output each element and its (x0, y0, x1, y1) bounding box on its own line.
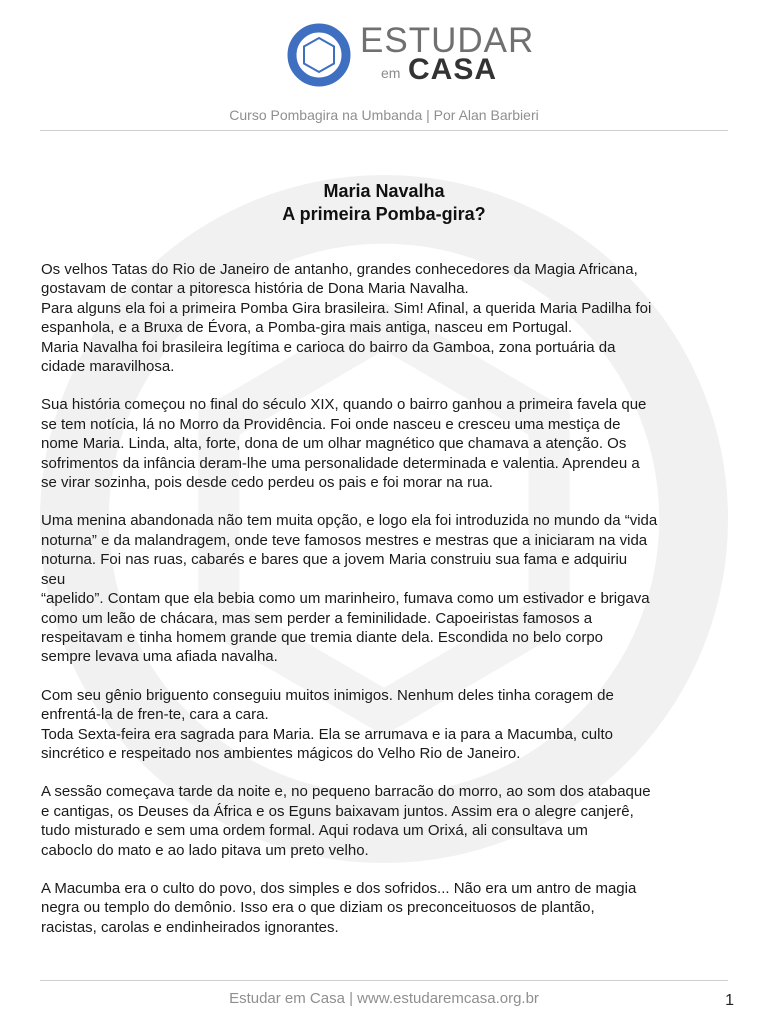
paragraph-line: seu (41, 570, 66, 588)
paragraph-line: Sua história começou no final do século XIX, quando o bairro ganhou a primeira favela que (41, 396, 647, 414)
paragraph-line: respeitavam e tinha homem grande que tremia diante dela. Escondida no belo corpo (41, 628, 604, 646)
logo-text-estudar: ESTUDAR (360, 21, 535, 60)
logo-text-casa: CASA (408, 53, 498, 86)
paragraph-line: tudo misturado e sem uma ordem formal. Aqui rodava um Orixá, ali consultava um (41, 822, 588, 840)
paragraph-line: racistas, carolas e endinheirados ignorantes. (41, 918, 339, 936)
footer-text: Estudar em Casa | www.estudaremcasa.org.br (229, 990, 539, 1007)
page-number: 1 (725, 992, 734, 1009)
paragraph (41, 686, 729, 764)
paragraph-line: cidade maravilhosa. (41, 358, 175, 376)
paragraph-line: gostavam de contar a pitoresca história de Dona Maria Navalha. (41, 280, 469, 298)
brand-logo (286, 21, 535, 92)
logo-text-em: em (381, 65, 401, 81)
paragraph-line: “apelido”. Contam que ela bebia como um marinheiro, fumava como um estivador e brigava (41, 590, 650, 608)
course-header-line: Curso Pombagira na Umbanda | Por Alan Barbieri (229, 107, 539, 123)
paragraph-line: sincrético e respeitado nos ambientes mágicos do Velho Rio de Janeiro. (41, 744, 521, 762)
paragraph-line: espanhola, e a Bruxa de Évora, a Pomba-gira mais antiga, nasceu em Portugal. (41, 319, 573, 337)
paragraph-line: Uma menina abandonada não tem muita opção, e logo ela foi introduzida no mundo da “vida (41, 512, 658, 530)
paragraph-line: A Macumba era o culto do povo, dos simples e dos sofridos... Não era um antro de magia (41, 879, 637, 897)
paragraph-line: enfrentá-la de fren-te, cara a cara. (41, 706, 269, 724)
document-body (41, 260, 729, 956)
header-divider (40, 130, 728, 131)
paragraph-line: sofrimentos da infância deram-lhe uma personalidade determinada e valentia. Aprendeu a (41, 454, 640, 472)
paragraph (41, 511, 729, 666)
paragraph-line: Com seu gênio briguento conseguiu muitos inimigos. Nenhum deles tinha coragem de (41, 686, 614, 704)
paragraph-line: noturna” e da malandragem, onde teve famosos mestres e mestras que a iniciaram na vida (41, 531, 648, 549)
paragraph (41, 260, 729, 376)
paragraph (41, 879, 729, 937)
paragraph (41, 782, 729, 860)
paragraph-line: nome Maria. Linda, alta, forte, dona de um olhar magnético que chamava a atenção. Os (41, 435, 627, 453)
paragraph-line: Os velhos Tatas do Rio de Janeiro de antanho, grandes conhecedores da Magia Africana, (41, 261, 638, 278)
paragraph-line: negra ou templo do demônio. Isso era o que diziam os preconceituosos de plantão, (41, 899, 595, 917)
paragraph-line: se tem notícia, lá no Morro da Providência. Foi onde nasceu e cresceu uma mestiça de (41, 415, 621, 433)
paragraph-line: Maria Navalha foi brasileira legítima e carioca do bairro da Gamboa, zona portuária da (41, 338, 616, 356)
paragraph-line: se virar sozinha, pois desde cedo perdeu os pais e foi morar na rua. (41, 474, 493, 492)
footer-divider (40, 980, 728, 981)
paragraph (41, 395, 729, 492)
estudar-em-casa-logo-icon (286, 22, 352, 88)
paragraph-line: Toda Sexta-feira era sagrada para Maria. Ela se arrumava e ia para a Macumba, culto (41, 725, 613, 743)
paragraph-line: caboclo do mato e ao lado pitava um preto velho. (41, 841, 369, 859)
document-title (0, 180, 768, 226)
paragraph-line: A sessão começava tarde da noite e, no pequeno barracão do morro, ao som dos atabaque (41, 783, 651, 801)
paragraph-line: como um leão de chácara, mas sem perder a feminilidade. Capoeiristas famosos a (41, 609, 593, 627)
paragraph-line: Para alguns ela foi a primeira Pomba Gira brasileira. Sim! Afinal, a querida Maria Padilha foi (41, 299, 652, 317)
paragraph-line: sempre levava uma afiada navalha. (41, 648, 278, 666)
title-line-2: A primeira Pomba-gira? (282, 204, 486, 224)
paragraph-line: e cantigas, os Deuses da África e os Eguns baixavam juntos. Assim era o alegre canjerê, (41, 802, 634, 820)
paragraph-line: noturna. Foi nas ruas, cabarés e bares que a jovem Maria construiu sua fama e adquiriu (41, 551, 628, 569)
title-line-1: Maria Navalha (323, 181, 445, 201)
